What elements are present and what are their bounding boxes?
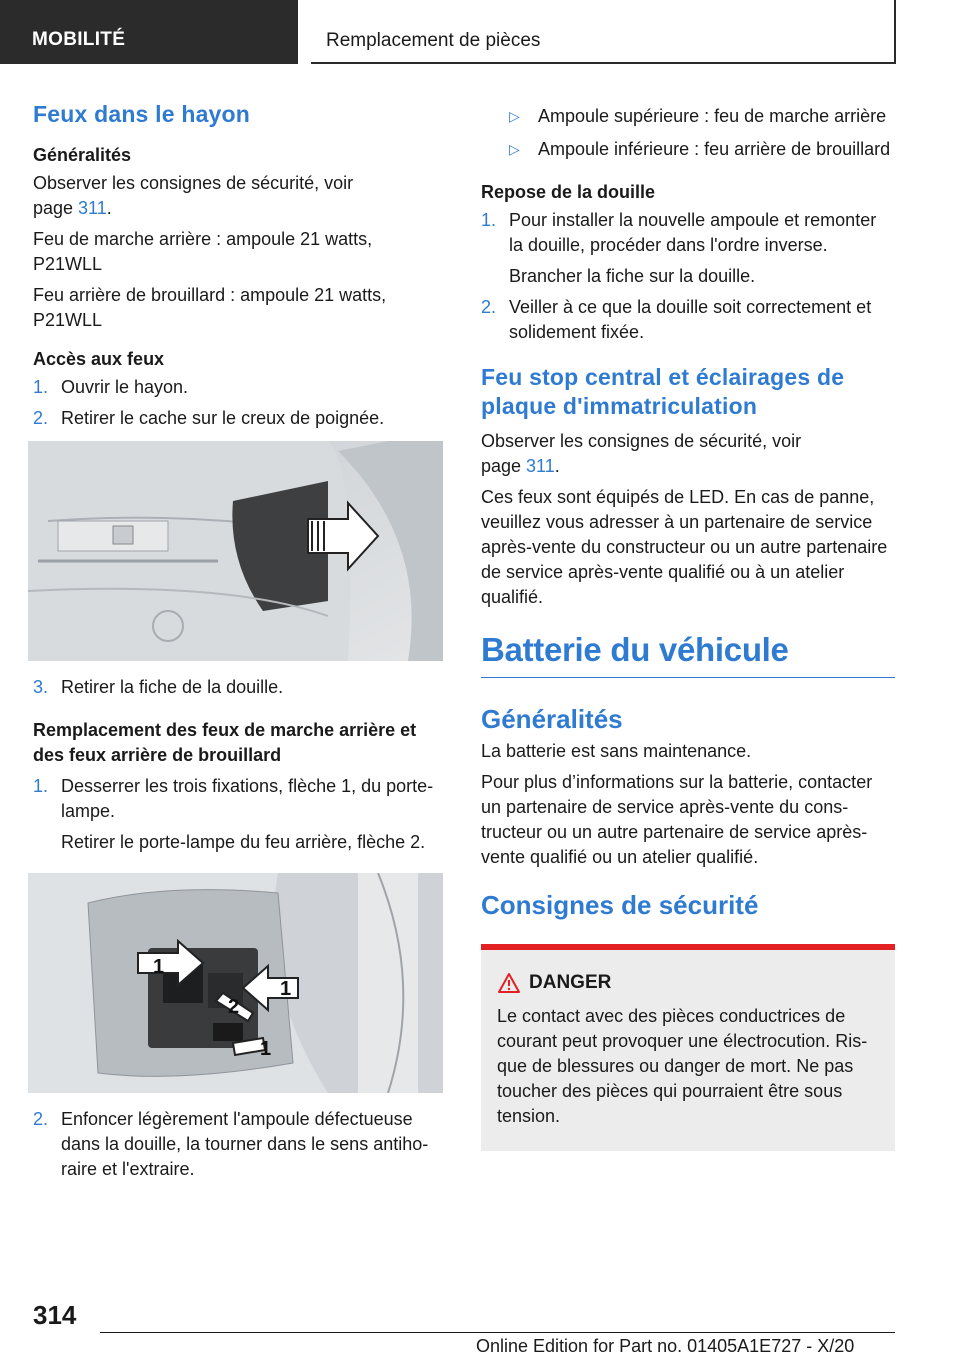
stop-lamp-title: Feu stop central et éclairages de plaque d'immatriculation [481, 364, 845, 419]
list-item: 2. Enfoncer légèrement l'ampoule défectueuse dans la douille, la tourner dans le sens antihoraire et l'extraire. [33, 1109, 429, 1180]
tailgate-handle-photo [28, 441, 443, 661]
callout-label: 2 [228, 996, 240, 1019]
footer-rule [100, 1332, 895, 1333]
safety-reference: Observer les consignes de sécurité, voir page 311. [481, 430, 802, 476]
page-link[interactable]: 311 [526, 455, 555, 476]
section-tab [0, 0, 298, 64]
section-title: Feux dans le hayon [33, 101, 251, 127]
list-item: 2. Veiller à ce que la douille soit correctement et solidement fixée. [481, 297, 872, 343]
access-step-3 [33, 675, 443, 700]
access-heading: Accès aux feux [33, 348, 165, 369]
battery-generalites-heading: Généralités [481, 704, 623, 735]
led-info: Ces feux sont équipés de LED. En cas de panne, veuillez vous adresser à un partenaire de service après-vente du constructeur ou un autre partenaire de service après-vente qualifié ou à un atelier qualifié. [481, 486, 888, 607]
page-number: 314 [33, 1300, 77, 1330]
reverse-lamp-spec: Feu de marche arrière : ampoule 21 watts, P21WLL [33, 228, 373, 274]
list-item: 2. Retirer le cache sur le creux de poignée. [33, 408, 385, 429]
list-item: 1. Pour installer la nouvelle ampoule et remonter la douille, procéder dans l'ordre inverse. Brancher la fiche sur la douille. [481, 208, 895, 289]
replace-heading: Remplacement des feux de marche arrière et des feux arrière de brouillard [33, 720, 417, 766]
battery-info: Pour plus d’informations sur la batterie, contacter un partenaire de service après-vente du constructeur ou un autre partenaire de service après-vente qualifié ou un atelier qualifié. [481, 772, 873, 868]
list-item: 3. Retirer la fiche de la douille. [33, 677, 284, 698]
footer-edition: Online Edition for Part no. 01405A1E727 - X/20 [476, 1336, 855, 1356]
left-column [33, 100, 443, 1188]
list-item: ▷ Ampoule supérieure : feu de marche arrière [481, 104, 895, 129]
battery-maintenance: La batterie est sans maintenance. [481, 741, 752, 762]
chapter-label: Remplacement de pièces [326, 30, 541, 51]
generalites-heading: Généralités [33, 144, 132, 165]
section-label: MOBILITÉ [32, 29, 126, 50]
list-item: 1. Desserrer les trois fixations, flèche 1, du porte-lampe. Retirer le porte-lampe du feu arrière, flèche 2. [33, 774, 443, 855]
list-item: ▷ Ampoule inférieure : feu arrière de brouillard [481, 137, 895, 162]
list-item-sub: Brancher la fiche sur la douille. [509, 266, 756, 287]
repose-steps [481, 208, 895, 345]
bulb-list [481, 104, 895, 162]
battery-title: Batterie du véhicule [481, 630, 895, 679]
fog-lamp-spec: Feu arrière de brouillard : ampoule 21 watts, P21WLL [33, 284, 387, 330]
replace-steps [33, 774, 443, 855]
danger-text: Le contact avec des pièces conductrices de courant peut provoquer une électrocution. Risque de blessures ou danger de mort. Ne pas toucher des pièces qui pourraient être sous tension. [497, 1005, 868, 1126]
right-column [481, 104, 895, 1151]
replace-step-2 [33, 1107, 443, 1182]
danger-label: DANGER [529, 971, 612, 993]
list-item-sub: Retirer le porte-lampe du feu arrière, flèche 2. [61, 832, 426, 853]
repose-heading: Repose de la douille [481, 182, 656, 202]
chapter-tab [311, 0, 896, 64]
callout-label: 1 [153, 956, 165, 979]
callout-label: 1 [280, 978, 292, 1001]
warning-triangle-icon [497, 972, 521, 994]
safety-reference: Observer les consignes de sécurité, voir page 311. [33, 172, 354, 218]
lamp-holder-photo [28, 873, 443, 1093]
access-steps [33, 375, 443, 431]
danger-header [489, 972, 879, 994]
bullet-triangle-icon: ▷ [509, 141, 520, 157]
consignes-title: Consignes de sécurité [481, 890, 759, 921]
danger-box [481, 944, 895, 1151]
callout-label: 1 [260, 1038, 272, 1061]
page-link[interactable]: 311 [78, 197, 107, 218]
bullet-triangle-icon: ▷ [509, 108, 520, 124]
list-item: 1. Ouvrir le hayon. [33, 377, 189, 398]
